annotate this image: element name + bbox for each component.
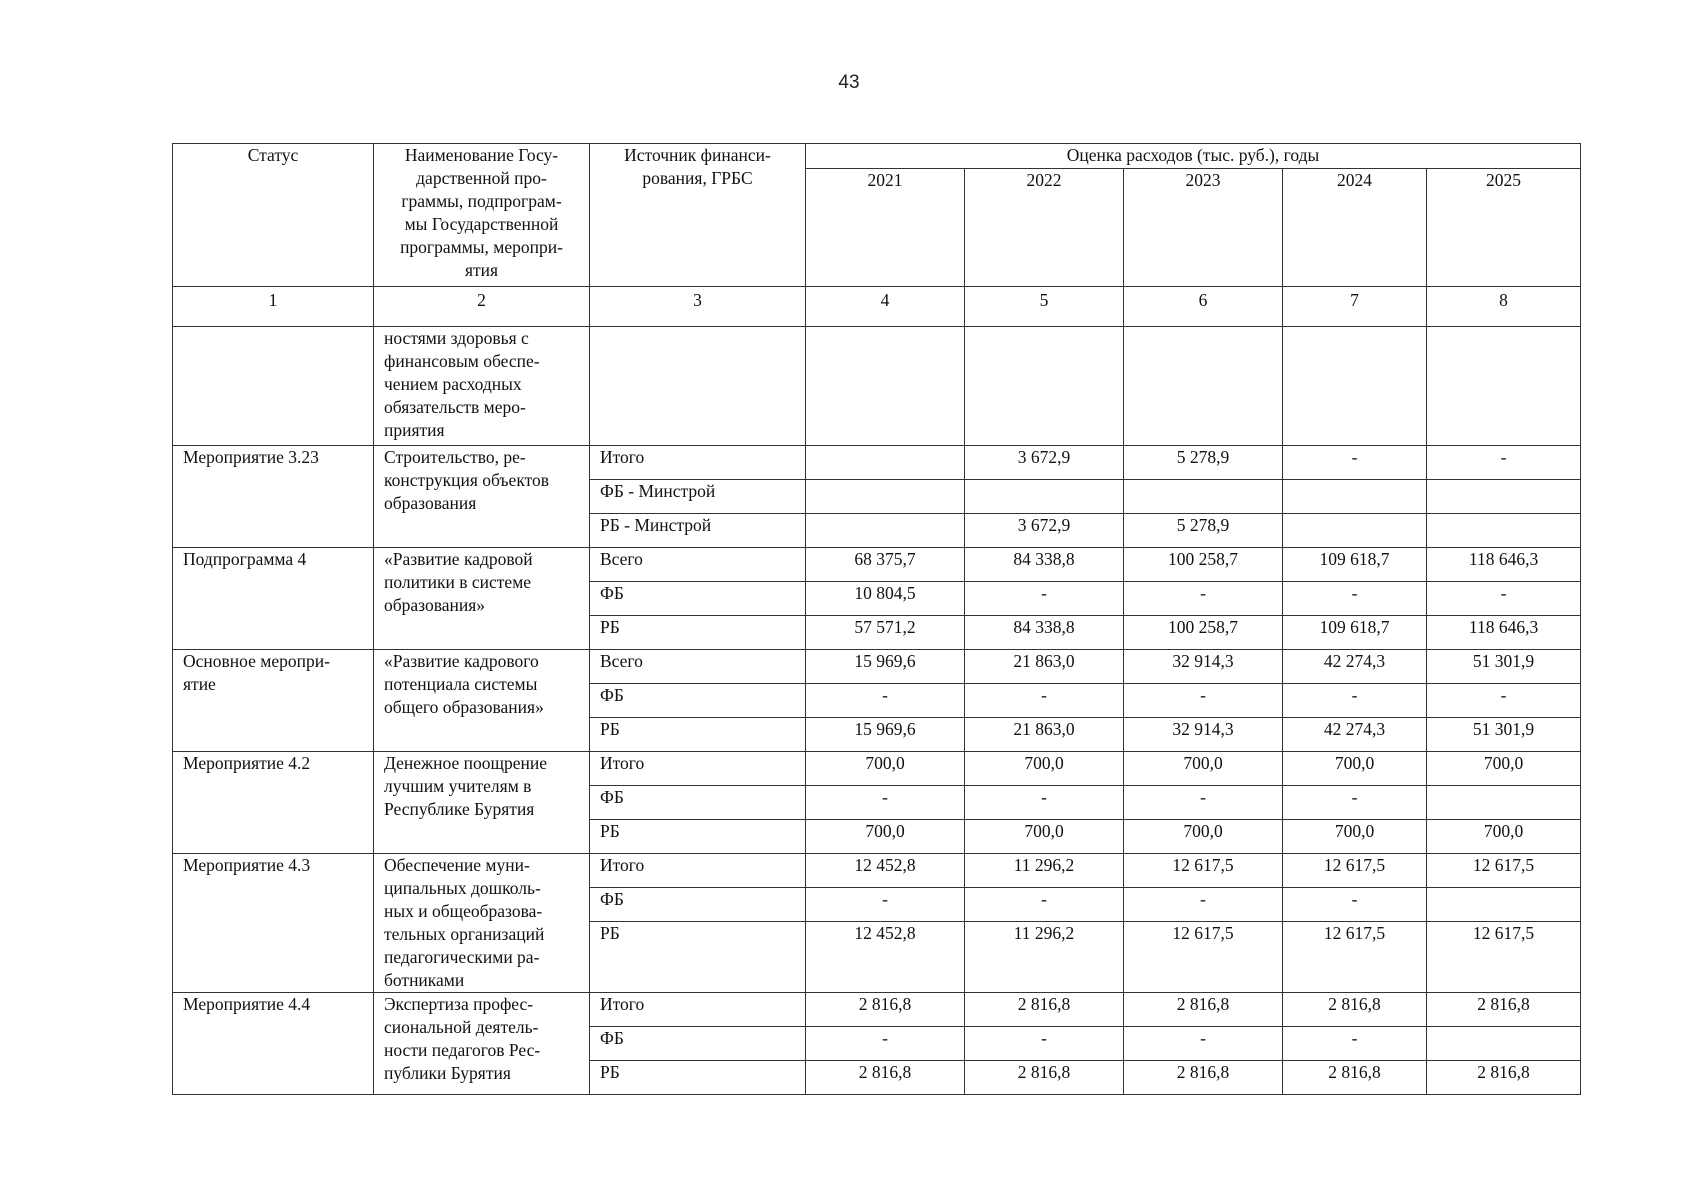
value-cell [806,480,965,514]
value-cell: 2 816,8 [1283,1061,1427,1095]
column-number: 5 [965,287,1124,327]
value-cell: 57 571,2 [806,616,965,650]
value-cell: 700,0 [1427,752,1581,786]
value-cell: - [965,786,1124,820]
value-cell: - [965,888,1124,922]
source-cell: ФБ - Минстрой [590,480,806,514]
value-cell: - [1283,888,1427,922]
program-name-cell: Строительство, ре- конструкция объектов образования [374,446,590,548]
value-cell [1283,514,1427,548]
value-cell: 15 969,6 [806,718,965,752]
value-cell: 2 816,8 [965,1061,1124,1095]
value-cell: 700,0 [806,752,965,786]
status-cell: Мероприятие 4.3 [173,854,374,993]
header-cost-estimate: Оценка расходов (тыс. руб.), годы [806,144,1581,169]
value-cell: - [1283,1027,1427,1061]
value-cell: 68 375,7 [806,548,965,582]
table-row [173,446,1581,480]
source-cell: Итого [590,993,806,1027]
value-cell: - [1283,786,1427,820]
source-cell: РБ [590,616,806,650]
value-cell: 700,0 [1427,820,1581,854]
program-name-cell: Экспертиза профес- сиональной деятель- ности педагогов Рес- публики Бурятия [374,993,590,1095]
header-year: 2025 [1427,169,1581,287]
value-cell: 700,0 [1124,752,1283,786]
source-cell: Итого [590,752,806,786]
program-name-cell: ностями здоровья с финансовым обеспе- чением расходных обязательств меро- приятия [374,327,590,446]
value-cell: - [1124,684,1283,718]
header-year: 2022 [965,169,1124,287]
value-cell: - [1283,684,1427,718]
column-number-row [173,287,1581,327]
value-cell: - [1427,684,1581,718]
status-cell: Мероприятие 4.2 [173,752,374,854]
source-cell: РБ [590,820,806,854]
source-cell: РБ [590,718,806,752]
value-cell: 700,0 [1124,820,1283,854]
value-cell: 21 863,0 [965,650,1124,684]
value-cell: 700,0 [1283,820,1427,854]
value-cell: 12 617,5 [1427,922,1581,993]
value-cell: - [806,684,965,718]
value-cell: 84 338,8 [965,616,1124,650]
value-cell: 12 617,5 [1124,922,1283,993]
value-cell: - [806,786,965,820]
column-number: 1 [173,287,374,327]
value-cell: - [806,1027,965,1061]
value-cell: 11 296,2 [965,922,1124,993]
status-cell [173,327,374,446]
source-cell: Итого [590,854,806,888]
value-cell: - [1124,888,1283,922]
status-cell: Мероприятие 4.4 [173,993,374,1095]
value-cell [965,480,1124,514]
continuation-row [173,327,1581,446]
column-number: 3 [590,287,806,327]
value-cell [1427,514,1581,548]
program-name-cell: Денежное поощрение лучшим учителям в Республике Бурятия [374,752,590,854]
source-cell: РБ - Минстрой [590,514,806,548]
value-cell: - [1124,1027,1283,1061]
value-cell: 5 278,9 [1124,446,1283,480]
column-number: 4 [806,287,965,327]
value-cell [1283,480,1427,514]
value-cell: - [965,582,1124,616]
source-cell: РБ [590,1061,806,1095]
value-cell: 2 816,8 [1283,993,1427,1027]
value-cell: - [965,1027,1124,1061]
value-cell: 700,0 [965,820,1124,854]
program-name-cell: «Развитие кадрового потенциала системы общего образования» [374,650,590,752]
value-cell: 3 672,9 [965,514,1124,548]
value-cell [1427,888,1581,922]
page-number: 43 [838,72,860,93]
value-cell: 118 646,3 [1427,548,1581,582]
value-cell: 10 804,5 [806,582,965,616]
column-number: 8 [1427,287,1581,327]
source-cell: ФБ [590,888,806,922]
source-cell [590,327,806,446]
value-cell: - [806,888,965,922]
value-cell: - [1427,582,1581,616]
column-number: 7 [1283,287,1427,327]
table-row [173,650,1581,684]
value-cell: 84 338,8 [965,548,1124,582]
value-cell: 12 617,5 [1283,854,1427,888]
value-cell: 11 296,2 [965,854,1124,888]
value-cell: 2 816,8 [806,993,965,1027]
value-cell: 2 816,8 [1124,1061,1283,1095]
source-cell: РБ [590,922,806,993]
value-cell: - [1427,446,1581,480]
value-cell: 100 258,7 [1124,616,1283,650]
source-cell: ФБ [590,1027,806,1061]
value-cell: 12 617,5 [1283,922,1427,993]
value-cell: 109 618,7 [1283,616,1427,650]
source-cell: ФБ [590,786,806,820]
program-name-cell: «Развитие кадровой политики в системе образования» [374,548,590,650]
value-cell: 15 969,6 [806,650,965,684]
value-cell: 2 816,8 [1427,993,1581,1027]
value-cell [1427,480,1581,514]
header-program-name: Наименование Госу- дарственной про- граммы, подпрограм- мы Государственной программы, меропри- ятия [374,144,590,287]
column-number: 2 [374,287,590,327]
header-year: 2023 [1124,169,1283,287]
value-cell: 109 618,7 [1283,548,1427,582]
table-row [173,752,1581,786]
value-cell [806,446,965,480]
value-cell [1427,1027,1581,1061]
value-cell [1124,327,1283,446]
value-cell: 100 258,7 [1124,548,1283,582]
value-cell: 51 301,9 [1427,650,1581,684]
value-cell: 2 816,8 [806,1061,965,1095]
status-cell: Подпрограмма 4 [173,548,374,650]
value-cell: 12 452,8 [806,854,965,888]
column-number: 6 [1124,287,1283,327]
value-cell: - [1283,582,1427,616]
value-cell: 12 617,5 [1124,854,1283,888]
status-cell: Мероприятие 3.23 [173,446,374,548]
table-row [173,548,1581,582]
value-cell: 32 914,3 [1124,650,1283,684]
value-cell [1283,327,1427,446]
program-name-cell: Обеспечение муни- ципальных дошколь- ных и общеобразова- тельных организаций педагогическими ра- ботниками [374,854,590,993]
value-cell: 51 301,9 [1427,718,1581,752]
header-year: 2021 [806,169,965,287]
value-cell: 21 863,0 [965,718,1124,752]
value-cell [806,327,965,446]
value-cell: 118 646,3 [1427,616,1581,650]
status-cell: Основное меропри- ятие [173,650,374,752]
source-cell: ФБ [590,684,806,718]
header-funding-source: Источник финанси- рования, ГРБС [590,144,806,287]
value-cell: 42 274,3 [1283,718,1427,752]
value-cell: 3 672,9 [965,446,1124,480]
table-row [173,993,1581,1027]
source-cell: Всего [590,548,806,582]
table-row [173,854,1581,888]
header-status: Статус [173,144,374,287]
value-cell [806,514,965,548]
value-cell: 700,0 [1283,752,1427,786]
value-cell: - [1283,446,1427,480]
value-cell [1427,786,1581,820]
value-cell: - [1124,582,1283,616]
value-cell [1124,480,1283,514]
value-cell [965,327,1124,446]
budget-table [172,143,1581,1095]
source-cell: ФБ [590,582,806,616]
value-cell: 12 452,8 [806,922,965,993]
header-year: 2024 [1283,169,1427,287]
value-cell: 5 278,9 [1124,514,1283,548]
value-cell: 32 914,3 [1124,718,1283,752]
value-cell: 12 617,5 [1427,854,1581,888]
source-cell: Итого [590,446,806,480]
value-cell: 2 816,8 [1124,993,1283,1027]
value-cell: 700,0 [806,820,965,854]
value-cell [1427,327,1581,446]
value-cell: 2 816,8 [1427,1061,1581,1095]
value-cell: 700,0 [965,752,1124,786]
value-cell: 42 274,3 [1283,650,1427,684]
value-cell: - [1124,786,1283,820]
value-cell: - [965,684,1124,718]
source-cell: Всего [590,650,806,684]
value-cell: 2 816,8 [965,993,1124,1027]
